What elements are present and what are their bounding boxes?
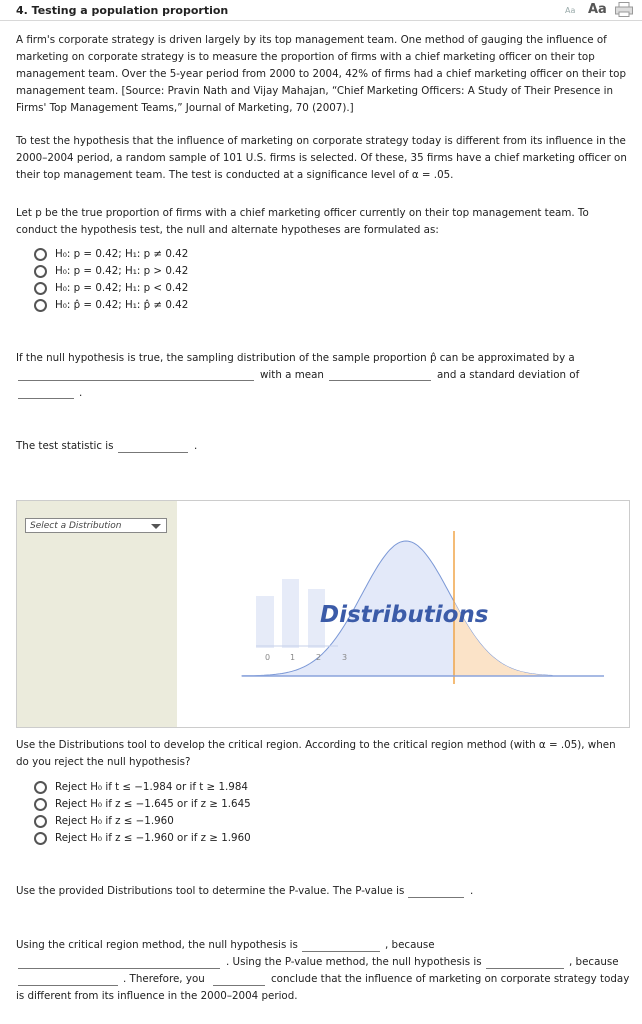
distribution-dropdown[interactable]: [18, 369, 254, 381]
conclusion-dropdown[interactable]: [213, 974, 265, 986]
sampling-text: If the null hypothesis is true, the sampling distribution of the sample proportion p̂ can be approximated by a: [16, 352, 575, 364]
critical-option-2[interactable]: Reject H₀ if z ≤ −1.645 or if z ≥ 1.645: [34, 796, 251, 813]
pvalue-period: .: [470, 885, 474, 897]
distributions-tool: [16, 500, 630, 728]
conclusion-text-4: is different from its influence in the 2000–2004 period.: [16, 990, 298, 1002]
hypothesis-option-4[interactable]: H₀: p̂ = 0.42; H₁: p̂ ≠ 0.42: [34, 297, 188, 314]
because-label-2: , because: [569, 956, 619, 968]
tick-label-2: 2: [316, 653, 322, 662]
tool-sidebar: [17, 501, 177, 727]
pvalue-decision-dropdown[interactable]: [486, 957, 564, 969]
radio-button[interactable]: [34, 815, 47, 828]
sd-label: and a standard deviation of: [437, 369, 580, 381]
radio-button[interactable]: [34, 265, 47, 278]
critical-region-question: Use the Distributions tool to develop the critical region. According to the critical region method (with α = .05), when do you reject the null hypothesis?: [16, 739, 616, 768]
sd-dropdown[interactable]: [18, 387, 74, 399]
intro-paragraph: A firm's corporate strategy is driven largely by its top management team. One method of gauging the influence of marketing on corporate strategy is to measure the proportion of firms with a chief marketing officer on their top management team. Over the 5-year period from 2000 to 2004, 42% of firms had a chief marketing officer on their top management team. [Source: Pravin Nath and Vijay Mahajan, “Chief Marketing Officers: A Study of Their Presence in Firms' Top Management Teams,” Journal of Marketing, 70 (2007).]: [16, 34, 627, 114]
because-label-1: , because: [385, 939, 435, 951]
radio-button[interactable]: [34, 832, 47, 845]
conclusion-text-3: conclude that the influence of marketing on corporate strategy today: [271, 973, 630, 985]
header-divider: [0, 20, 642, 21]
hypothesis-option-1[interactable]: H₀: p = 0.42; H₁: p ≠ 0.42: [34, 246, 188, 263]
tick-label-0: 0: [265, 653, 271, 662]
pvalue-input[interactable]: [408, 886, 464, 898]
test-statistic-input[interactable]: [118, 441, 188, 453]
radio-button[interactable]: [34, 248, 47, 261]
pvalue-label: Use the provided Distributions tool to determine the P-value. The P-value is: [16, 885, 405, 897]
critical-option-4[interactable]: Reject H₀ if z ≤ −1.960 or if z ≥ 1.960: [34, 830, 251, 847]
chevron-down-icon: [151, 524, 161, 529]
conclusion-text-2: . Using the P-value method, the null hypothesis is: [226, 956, 482, 968]
tick-label-1: 1: [290, 653, 296, 662]
print-icon[interactable]: [615, 2, 633, 17]
increase-font-button[interactable]: Aa: [588, 2, 607, 17]
mean-dropdown[interactable]: [329, 369, 431, 381]
radio-button[interactable]: [34, 798, 47, 811]
hypothesis-setup-paragraph: Let p be the true proportion of firms with a chief marketing officer currently on their top management team. To conduct the hypothesis test, the null and alternate hypotheses are formulated as:: [16, 207, 589, 236]
bar-2: [282, 579, 299, 648]
test-statistic-label: The test statistic is: [16, 440, 114, 452]
distribution-graphic: [178, 501, 629, 727]
critical-decision-dropdown[interactable]: [302, 940, 380, 952]
critical-option-1[interactable]: Reject H₀ if t ≤ −1.984 or if t ≥ 1.984: [34, 779, 248, 796]
question-title: 4. Testing a population proportion: [16, 4, 229, 17]
radio-button[interactable]: [34, 282, 47, 295]
with-mean-label: with a mean: [260, 369, 324, 381]
hypothesis-option-3[interactable]: H₀: p = 0.42; H₁: p < 0.42: [34, 280, 188, 297]
sampling-period: .: [79, 387, 83, 399]
distribution-select[interactable]: Select a Distribution: [25, 518, 167, 533]
distributions-watermark: Distributions: [320, 602, 489, 628]
test-setup-paragraph: To test the hypothesis that the influence of marketing on corporate strategy today is different from its influence in the 2000–2004 period, a random sample of 101 U.S. firms is selected. Of these, 35 firms have a chief marketing officer on their top management team. The test is conducted at a significance level of α = .05.: [16, 135, 627, 181]
radio-button[interactable]: [34, 299, 47, 312]
test-statistic-period: .: [194, 440, 198, 452]
pvalue-reason-dropdown[interactable]: [18, 974, 118, 986]
therefore-label: . Therefore, you: [123, 973, 205, 985]
bar-1: [256, 596, 274, 648]
radio-button[interactable]: [34, 781, 47, 794]
tick-label-3: 3: [342, 653, 348, 662]
conclusion-text-1: Using the critical region method, the null hypothesis is: [16, 939, 298, 951]
hypothesis-option-2[interactable]: H₀: p = 0.42; H₁: p > 0.42: [34, 263, 188, 280]
critical-option-3[interactable]: Reject H₀ if z ≤ −1.960: [34, 813, 174, 830]
decrease-font-button[interactable]: Aa: [565, 6, 576, 15]
critical-reason-dropdown[interactable]: [18, 957, 220, 969]
